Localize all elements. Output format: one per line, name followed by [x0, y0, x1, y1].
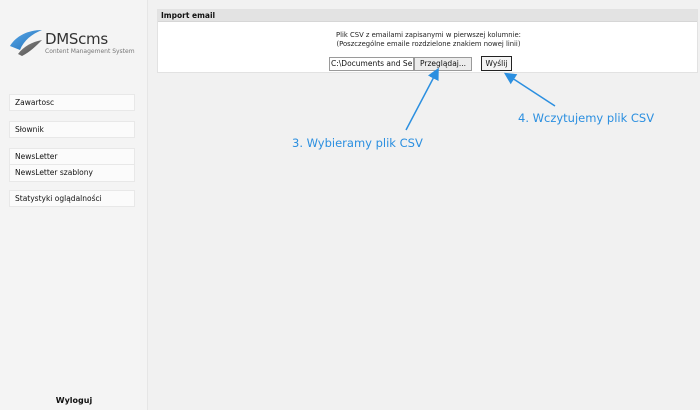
- import-instructions: [158, 31, 699, 49]
- send-button[interactable]: Wyślij: [481, 56, 512, 71]
- arrow-to-browse: [406, 73, 436, 130]
- arrow-to-send: [509, 76, 555, 106]
- sidebar-item-newsletter[interactable]: [9, 148, 135, 165]
- sidebar-item-label: Zawartosc: [15, 98, 55, 107]
- sidebar-item-slownik[interactable]: [9, 121, 135, 138]
- import-email-panel: [157, 9, 698, 73]
- instruction-line-2: (Poszczególne emaile rozdzielone znakiem nowej linii): [336, 40, 521, 48]
- logout-link[interactable]: Wyloguj: [55, 396, 93, 405]
- sidebar: [0, 0, 148, 410]
- sidebar-item-label: NewsLetter szablony: [15, 168, 93, 177]
- logo-tagline: Content Management System: [45, 48, 135, 55]
- sidebar-item-statystyki[interactable]: [9, 190, 135, 207]
- sidebar-item-label: Statystyki oglądalności: [15, 194, 102, 203]
- browse-button[interactable]: Przeglądaj...: [414, 57, 472, 71]
- logo[interactable]: [8, 26, 143, 66]
- csv-file-input[interactable]: C:\Documents and Se: [329, 57, 414, 71]
- sidebar-item-label: NewsLetter: [15, 152, 58, 161]
- annotation-step-4: 4. Wczytujemy plik CSV: [518, 111, 655, 125]
- logo-brand: DMScms: [45, 30, 108, 48]
- sidebar-item-zawartosc[interactable]: [9, 94, 135, 111]
- sidebar-item-label: Słownik: [15, 125, 44, 134]
- instruction-line-1: Plik CSV z emailami zapisanymi w pierwszej kolumnie:: [336, 31, 521, 39]
- annotation-step-3: 3. Wybieramy plik CSV: [292, 136, 423, 150]
- panel-title: Import email: [158, 10, 697, 22]
- dmscms-logo-icon: [8, 28, 44, 58]
- sidebar-item-newsletter-szablony[interactable]: [9, 165, 135, 182]
